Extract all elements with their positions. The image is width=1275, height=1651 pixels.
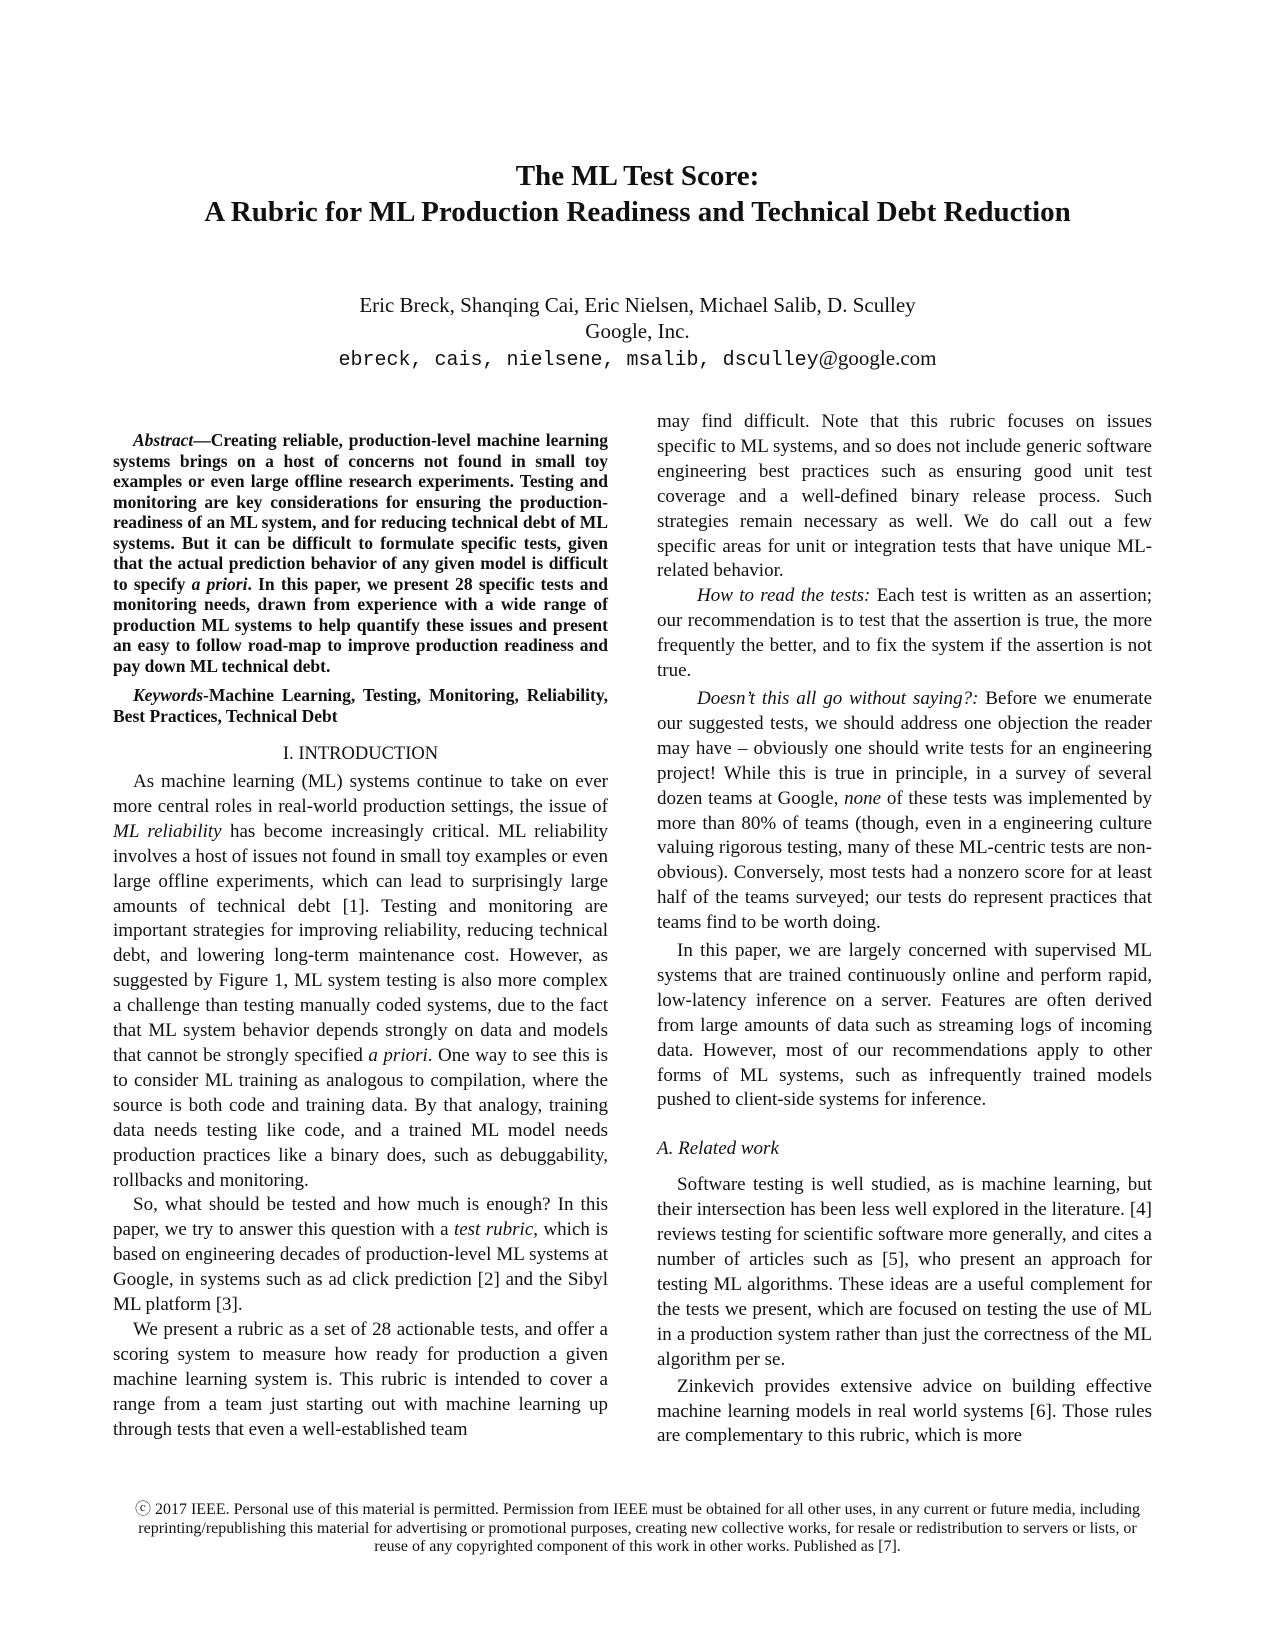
left-column [113, 430, 608, 1442]
without-saying-text-a: Before we enumerate our suggested tests, we should address one objection the reader may have – obviously one should write tests for an engineering project! While this is true in principle, in a survey of several dozen teams at Google, [657, 687, 1153, 809]
intro-paragraph-3: We present a rubric as a set of 28 actionable tests, and offer a scoring system to measure how ready for production a given machine learning system is. This rubric is intended to cover a range from a team just starting out with machine learning up through tests that even a well-established team [113, 1318, 608, 1440]
copyright-symbol: ⓒ [134, 1501, 151, 1518]
right-paragraph-go-without-saying [657, 687, 1152, 936]
intro-p1-text-b: has become increasingly critical. ML reliability involves a host of issues not found in small toy examples or even large offline experiments, which can lead to surprisingly large amounts of technical debt [1]. Testing and monitoring are important strategies for improving reliability, reducing technical debt, and lowering long-term maintenance cost. However, as suggested by Figure 1, ML system testing is also more complex a challenge than testing manually coded systems, due to the fact that ML system behavior depends strongly on data and models that cannot be strongly specified [113, 820, 608, 1066]
paper-title-line2: A Rubric for ML Production Readiness and Technical Debt Reduction [204, 196, 1071, 228]
section-initial: I [298, 744, 305, 764]
right-paragraph-1: may find difficult. Note that this rubric focuses on issues specific to ML systems, and so does not include generic software engineering best practices such as ensuring good unit test coverage and a well-defined binary release process. Such strategies remain necessary as well. We do call out a few specific areas for unit or integration tests that have unique ML-related behavior. [657, 411, 1152, 582]
intro-p1-italic-2: a priori [368, 1044, 428, 1066]
copyright-text: 2017 IEEE. Personal use of this material is permitted. Permission from IEEE must be obtained for all other uses, in any current or future media, including reprinting/republishing this material for advertising or promotional purposes, creating new collective works, for resale or redistribution to servers or lists, or reuse of any copyrighted component of this work in other works. Published as [7]. [138, 1501, 1141, 1555]
email-domain: @google.com [818, 346, 937, 370]
section-number: I. [282, 744, 299, 764]
run-in-heading-how-to-read: How to read the tests: [697, 585, 871, 607]
run-in-heading-without-saying: Doesn’t this all go without saying?: [697, 687, 979, 709]
copyright-footer [130, 1501, 1145, 1557]
related-work-paragraph-1: Software testing is well studied, as is machine learning, but their intersection has been less well explored in the literature. [4] reviews testing for scientific software more generally, and cites a number of articles such as [5], who present an approach for testing ML algorithms. These ideas are a useful complement for the tests we present, which are focused on testing the use of ML in a production system rather than just the correctness of the ML algorithm per se. [657, 1174, 1152, 1370]
section-title-rest: NTRODUCTION [304, 744, 439, 764]
intro-paragraph-1 [113, 770, 608, 1193]
email-usernames: ebreck, cais, nielsene, msalib, dsculley [338, 349, 819, 372]
intro-p1-text-a: As machine learning (ML) systems continue to take on ever more central roles in real-world production settings, the issue of [113, 771, 608, 817]
intro-p1-italic-1: ML reliability [113, 820, 222, 842]
author-emails [0, 345, 1275, 374]
abstract-dash: — [193, 430, 211, 450]
abstract-text-1: Creating reliable, production-level machine learning systems brings on a host of concerns not found in small toy examples or even large offline research experiments. Testing and monitoring are key considerations for ensuring the production-readiness of an ML system, and for reducing technical debt of ML systems. But it can be difficult to formulate specific tests, given that the actual prediction behavior of any given model is difficult to specify [113, 430, 608, 594]
right-paragraph-how-to-read [657, 584, 1152, 684]
related-work-paragraph-2: Zinkevich provides extensive advice on building effective machine learning models in real world systems [6]. Those rules are complementary to this rubric, which is more [657, 1375, 1152, 1447]
author-list: Eric Breck, Shanqing Cai, Eric Nielsen, Michael Salib, D. Sculley [359, 293, 916, 317]
right-column [657, 410, 1152, 1449]
abstract-label: Abstract [133, 430, 194, 450]
intro-p2-text-b: , which is based on engineering decades of production-level ML systems at Google, in systems such as ad click prediction [2] and the Sibyl ML platform [3]. [113, 1219, 608, 1316]
keywords [113, 685, 608, 726]
abstract-text-2: . In this paper, we present 28 specific tests and monitoring needs, drawn from experience with a wide range of production ML systems to help quantify these issues and present an easy to follow road-map to improve production readiness and pay down ML technical debt. [113, 573, 608, 676]
abstract-italic: a priori [191, 573, 248, 594]
abstract [113, 430, 608, 676]
intro-paragraph-2 [113, 1193, 608, 1318]
how-to-read-text: Each test is written as an assertion; our recommendation is to test that the assertion is true, the more frequently the better, and to fix the system if the assertion is not true. [657, 585, 1152, 682]
intro-p2-text-a: So, what should be tested and how much is enough? In this paper, we try to answer this question with a [113, 1194, 608, 1241]
intro-p2-italic: test rubric [453, 1219, 534, 1241]
paper-title-line1: The ML Test Score: [515, 160, 760, 192]
keywords-text: -Machine Learning, Testing, Monitoring, Reliability, Best Practices, Technical Debt [113, 685, 608, 726]
without-saying-text-b: of these tests was implemented by more than 80% of teams (though, even in a engineering culture valuing rigorous testing, many of these ML-centric tests are non-obvious). Conversely, most tests had a nonzero score for at least half of the teams surveyed; our tests do represent practices that teams find to be worth doing. [657, 787, 1152, 934]
intro-p1-text-c: . One way to see this is to consider ML training as analogous to compilation, where the source is both code and training data. By that analogy, training data needs testing like code, and a trained ML model needs production practices like a binary does, such as debuggability, rollbacks and monitoring. [113, 1044, 608, 1191]
subsection-heading-related-work: A. Related work [657, 1138, 779, 1160]
keywords-label: Keywords [133, 685, 203, 705]
without-saying-italic: none [844, 787, 882, 809]
section-heading-introduction [113, 742, 608, 766]
right-paragraph-scope: In this paper, we are largely concerned with supervised ML systems that are trained continuously online and perform rapid, low-latency inference on a server. Features are often derived from large amounts of data such as streaming logs of incoming data. However, most of our recommendations apply to other forms of ML systems, such as infrequently trained models pushed to client-side systems for inference. [657, 940, 1152, 1111]
author-affiliation: Google, Inc. [585, 319, 690, 343]
